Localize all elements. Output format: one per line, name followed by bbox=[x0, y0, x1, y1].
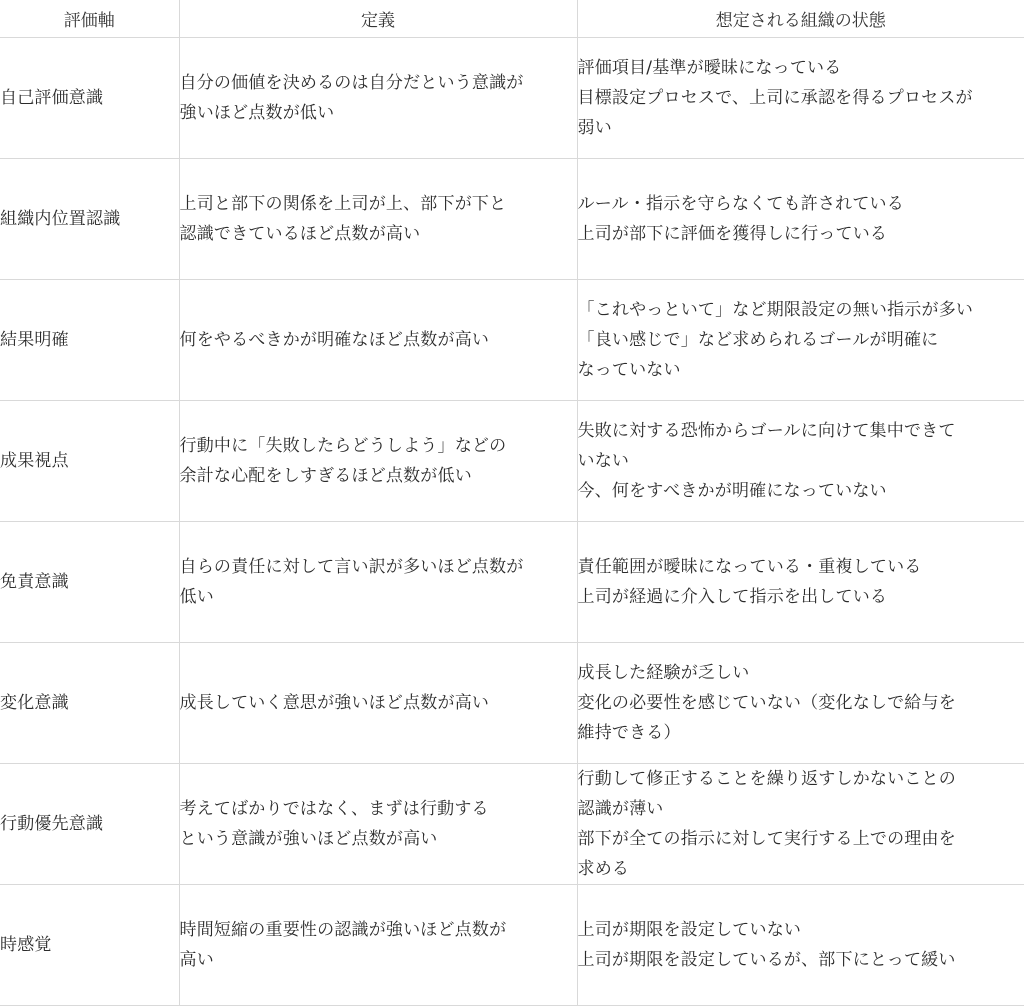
definition-cell bbox=[179, 643, 577, 764]
header-axis: 評価軸 bbox=[0, 0, 179, 38]
definition-line: 考えてばかりではなく、まずは行動する bbox=[179, 799, 489, 819]
axis-cell: 変化意識 bbox=[0, 643, 179, 764]
organization-state-cell bbox=[577, 764, 1024, 885]
definition-cell bbox=[179, 38, 577, 159]
organization-state-line: 今、何をすべきかが明確になっていない bbox=[577, 481, 887, 501]
organization-state-line: 評価項目/基準が曖昧になっている bbox=[577, 58, 842, 78]
axis-cell: 時感覚 bbox=[0, 885, 179, 1006]
organization-state-cell bbox=[577, 38, 1024, 159]
organization-state-line: 上司が部下に評価を獲得しに行っている bbox=[577, 224, 888, 244]
table-row bbox=[0, 38, 1024, 159]
definition-line: 余計な心配をしすぎるほど点数が低い bbox=[179, 466, 472, 486]
definition-line: 強いほど点数が低い bbox=[179, 103, 335, 123]
table-row bbox=[0, 643, 1024, 764]
organization-state-text bbox=[578, 53, 1024, 143]
organization-state-text bbox=[578, 295, 1024, 385]
definition-line: 低い bbox=[179, 587, 214, 607]
organization-state-line: 成長した経験が乏しい bbox=[577, 663, 750, 683]
definition-line: 高い bbox=[179, 950, 214, 970]
organization-state-text bbox=[578, 552, 1024, 612]
axis-cell: 免責意識 bbox=[0, 522, 179, 643]
header-row bbox=[0, 0, 1024, 38]
organization-state-line: 求める bbox=[577, 859, 630, 879]
definition-line: 時間短縮の重要性の認識が強いほど点数が bbox=[179, 920, 507, 940]
definition-line: 認識できているほど点数が高い bbox=[179, 224, 421, 244]
organization-state-line: 行動して修正することを繰り返すしかないことの bbox=[577, 769, 956, 789]
axis-cell: 成果視点 bbox=[0, 401, 179, 522]
organization-state-line: 上司が期限を設定しているが、部下にとって緩い bbox=[577, 950, 956, 970]
organization-state-cell bbox=[577, 643, 1024, 764]
definition-line: という意識が強いほど点数が高い bbox=[179, 829, 438, 849]
definition-line: 成長していく意思が強いほど点数が高い bbox=[179, 693, 490, 713]
axis-cell: 自己評価意識 bbox=[0, 38, 179, 159]
header-definition: 定義 bbox=[179, 0, 577, 38]
organization-state-line: 部下が全ての指示に対して実行する上での理由を bbox=[577, 829, 956, 849]
organization-state-line: 維持できる） bbox=[577, 723, 681, 743]
definition-text bbox=[180, 552, 577, 612]
axis-cell: 結果明確 bbox=[0, 280, 179, 401]
definition-text bbox=[180, 325, 577, 355]
organization-state-line: なっていない bbox=[577, 360, 681, 380]
organization-state-text bbox=[578, 189, 1024, 249]
organization-state-line: 上司が経過に介入して指示を出している bbox=[577, 587, 888, 607]
definition-cell bbox=[179, 401, 577, 522]
organization-state-line: 変化の必要性を感じていない（変化なしで給与を bbox=[577, 693, 956, 713]
definition-text bbox=[180, 431, 577, 491]
organization-state-line: 目標設定プロセスで、上司に承認を得るプロセスが bbox=[577, 88, 973, 108]
header-organization-state: 想定される組織の状態 bbox=[577, 0, 1024, 38]
table-row bbox=[0, 522, 1024, 643]
organization-state-line: 認識が薄い bbox=[577, 799, 664, 819]
organization-state-line: 失敗に対する恐怖からゴールに向けて集中できて bbox=[577, 421, 956, 441]
definition-line: 何をやるべきかが明確なほど点数が高い bbox=[179, 330, 490, 350]
organization-state-cell bbox=[577, 401, 1024, 522]
definition-cell bbox=[179, 280, 577, 401]
organization-state-cell bbox=[577, 522, 1024, 643]
organization-state-line: 「これやっといて」など期限設定の無い指示が多い bbox=[577, 300, 974, 320]
table-body bbox=[0, 38, 1024, 1006]
table-row bbox=[0, 885, 1024, 1006]
definition-text bbox=[180, 189, 577, 249]
organization-state-cell bbox=[577, 885, 1024, 1006]
definition-cell bbox=[179, 159, 577, 280]
table-row bbox=[0, 401, 1024, 522]
organization-state-line: ルール・指示を守らなくても許されている bbox=[577, 194, 904, 214]
definition-text bbox=[180, 915, 577, 975]
organization-state-line: いない bbox=[577, 451, 630, 471]
table-row bbox=[0, 280, 1024, 401]
definition-text bbox=[180, 68, 577, 128]
organization-state-text bbox=[578, 915, 1024, 975]
organization-state-text bbox=[578, 764, 1024, 884]
axis-cell: 組織内位置認識 bbox=[0, 159, 179, 280]
axis-cell: 行動優先意識 bbox=[0, 764, 179, 885]
definition-text bbox=[180, 794, 577, 854]
definition-cell bbox=[179, 885, 577, 1006]
definition-text bbox=[180, 688, 577, 718]
definition-cell bbox=[179, 764, 577, 885]
organization-state-cell bbox=[577, 159, 1024, 280]
organization-state-line: 「良い感じで」など求められるゴールが明確に bbox=[577, 330, 939, 350]
organization-state-cell bbox=[577, 280, 1024, 401]
definition-line: 上司と部下の関係を上司が上、部下が下と bbox=[179, 194, 507, 214]
organization-state-text bbox=[578, 416, 1024, 506]
organization-state-text bbox=[578, 658, 1024, 748]
definition-line: 自らの責任に対して言い訳が多いほど点数が bbox=[179, 557, 524, 577]
definition-cell bbox=[179, 522, 577, 643]
table-row bbox=[0, 159, 1024, 280]
table-row bbox=[0, 764, 1024, 885]
organization-state-line: 責任範囲が曖昧になっている・重複している bbox=[577, 557, 922, 577]
definition-line: 自分の価値を決めるのは自分だという意識が bbox=[179, 73, 524, 93]
definition-line: 行動中に「失敗したらどうしよう」などの bbox=[179, 436, 507, 456]
organization-state-line: 弱い bbox=[577, 118, 612, 138]
organization-state-line: 上司が期限を設定していない bbox=[577, 920, 802, 940]
